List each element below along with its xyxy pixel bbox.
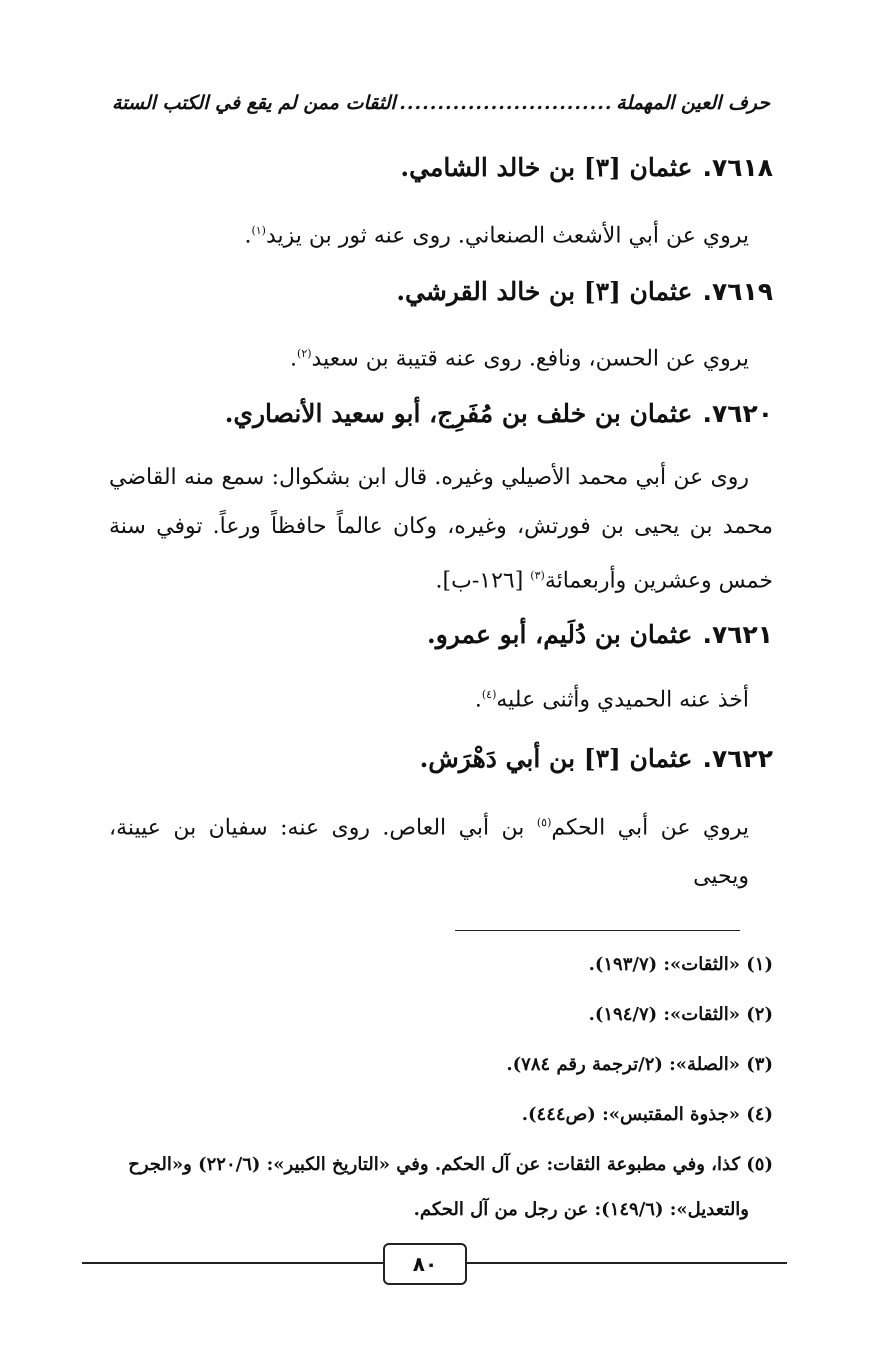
footnote-marker[interactable]: (١) xyxy=(251,224,266,237)
footnote-marker[interactable]: (٣) xyxy=(530,569,545,582)
entry-title-7621 xyxy=(427,617,773,653)
entry-text: يروي عن الحسن، ونافع. روى عنه قتيبة بن سعيد xyxy=(311,346,749,372)
header-book-title: الثقات ممن لم يقع في الكتب الستة xyxy=(112,92,396,114)
entry-text: يروي عن أبي الأشعث الصنعاني. روى عنه ثور بن يزيد xyxy=(265,223,749,249)
footnote-5-continued: والتعديل»: (١٤٩/٦): عن رجل من آل الحكم. xyxy=(413,1199,749,1220)
entry-title-7619 xyxy=(396,274,773,310)
entry-name: عثمان [٣] بن خالد القرشي. xyxy=(396,277,693,306)
entry-text: روى عن أبي محمد الأصيلي وغيره. قال ابن بشكوال: سمع منه القاضي محمد بن يحيى بن فورتش، وغيره، وكان عالماً حافظاً ورعاً. توفي سنة خمس وعشرين وأربعمائة xyxy=(109,465,773,594)
entry-name: عثمان [٣] بن خالد الشامي. xyxy=(400,153,693,182)
entry-number: ٧٦٢١. xyxy=(702,620,773,649)
footnote-separator xyxy=(455,930,740,931)
header-dots: ............................ xyxy=(399,92,613,114)
entry-number: ٧٦٢٠. xyxy=(702,399,773,428)
footnote-marker[interactable]: (٥) xyxy=(536,816,552,829)
entry-number: ٧٦٢٢. xyxy=(702,744,773,773)
entry-body-7619 xyxy=(109,329,749,383)
entry-name: عثمان بن دُلَيم، أبو عمرو. xyxy=(426,620,693,649)
page-number: ٨٠ xyxy=(383,1243,467,1285)
entry-number: ٧٦١٩. xyxy=(702,277,773,306)
footnote-1: (١) «الثقات»: (١٩٣/٧). xyxy=(588,954,773,975)
entry-text: يروي عن أبي الحكم xyxy=(551,815,750,841)
entry-tail: . xyxy=(474,687,482,713)
entry-body-7622 xyxy=(109,798,749,901)
entry-name: عثمان بن خلف بن مُفَرِج، أبو سعيد الأنصاري. xyxy=(224,399,693,428)
footnote-2: (٢) «الثقات»: (١٩٤/٧). xyxy=(588,1004,773,1025)
header-chapter-title: حرف العين المهملة xyxy=(616,92,770,114)
running-header xyxy=(112,86,770,120)
entry-tail: بن أبي العاص. روى عنه: سفيان بن عيينة، ويحيى xyxy=(109,815,749,890)
footnote-3: (٣) «الصلة»: (٢/ترجمة رقم ٧٨٤). xyxy=(506,1054,773,1075)
footnotes xyxy=(88,940,773,1230)
entry-number: ٧٦١٨. xyxy=(702,153,773,182)
footnote-marker[interactable]: (٤) xyxy=(481,688,497,701)
entry-body-7621 xyxy=(109,670,749,724)
footnote-4: (٤) «جذوة المقتبس»: (ص٤٤٤). xyxy=(521,1104,773,1125)
entry-title-7618 xyxy=(400,150,773,186)
entry-title-7622 xyxy=(420,741,773,777)
entry-title-7620 xyxy=(225,396,773,432)
footnote-5: (٥) كذا، وفي مطبوعة الثقات: عن آل الحكم. وفي «التاريخ الكبير»: (٢٢٠/٦) و«الجرح xyxy=(128,1154,773,1175)
entry-body-7618 xyxy=(109,206,749,260)
entry-tail: . xyxy=(290,346,298,372)
entry-body-7620 xyxy=(109,453,773,605)
footnote-marker[interactable]: (٢) xyxy=(297,347,312,360)
entry-text: أخذ عنه الحميدي وأثنى عليه xyxy=(496,687,749,713)
entry-name: عثمان [٣] بن أبي دَهْرَش. xyxy=(419,744,693,773)
entry-tail: [١٢٦-ب]. xyxy=(435,568,531,594)
entry-tail: . xyxy=(244,223,252,249)
